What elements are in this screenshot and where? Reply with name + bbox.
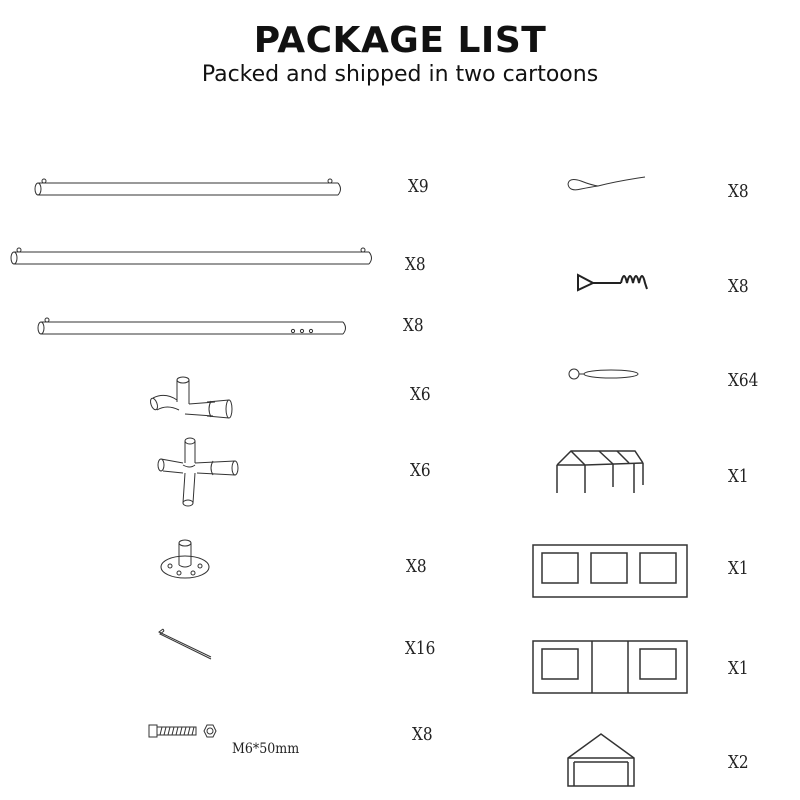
rope-item bbox=[565, 172, 650, 200]
canopy-top-qty: X1 bbox=[728, 466, 749, 487]
side-wall-windows-item bbox=[532, 544, 690, 600]
bolt-and-nut-icon bbox=[146, 720, 226, 745]
ground-stake-qty: X16 bbox=[405, 638, 436, 659]
canopy-top-icon bbox=[555, 445, 645, 497]
cross-connector-icon bbox=[155, 435, 245, 510]
long-pole-item bbox=[30, 175, 350, 205]
bolt-and-nut-qty: X8 bbox=[412, 724, 433, 745]
corner-connector-icon bbox=[145, 370, 245, 430]
ground-stake-item bbox=[158, 626, 218, 661]
longest-pole-icon bbox=[5, 245, 375, 275]
pole-with-holes-icon bbox=[35, 315, 355, 345]
corner-connector-qty: X6 bbox=[410, 384, 431, 405]
ball-bungee-qty: X64 bbox=[728, 370, 759, 391]
page-title: PACKAGE LIST bbox=[253, 20, 547, 61]
bolt-and-nut-item bbox=[146, 720, 226, 745]
side-wall-windows-qty: X1 bbox=[728, 558, 749, 579]
spring-hook-item bbox=[575, 265, 655, 300]
end-wall-qty: X2 bbox=[728, 752, 749, 773]
spring-hook-qty: X8 bbox=[728, 276, 749, 297]
rope-qty: X8 bbox=[728, 181, 749, 202]
cross-connector-item bbox=[155, 435, 245, 510]
end-wall-icon bbox=[566, 730, 638, 788]
corner-connector-item bbox=[145, 370, 245, 430]
side-wall-windows-icon bbox=[532, 544, 690, 600]
side-wall-door-qty: X1 bbox=[728, 658, 749, 679]
canopy-top-item bbox=[555, 445, 645, 497]
page-subtitle: Packed and shipped in two cartoons bbox=[201, 62, 599, 87]
ground-stake-icon bbox=[158, 626, 218, 661]
end-wall-item bbox=[566, 730, 638, 788]
side-wall-door-icon bbox=[532, 640, 690, 696]
bolt-spec-label: M6*50mm bbox=[232, 741, 300, 757]
spring-hook-icon bbox=[575, 265, 655, 300]
long-pole-qty: X9 bbox=[408, 176, 429, 197]
cross-connector-qty: X6 bbox=[410, 460, 431, 481]
rope-icon bbox=[565, 172, 650, 200]
ball-bungee-icon bbox=[563, 362, 643, 387]
foot-base-qty: X8 bbox=[406, 556, 427, 577]
long-pole-icon bbox=[30, 175, 350, 205]
foot-base-icon bbox=[155, 535, 215, 585]
longest-pole-item bbox=[5, 245, 375, 275]
pole-with-holes-item bbox=[35, 315, 355, 345]
pole-with-holes-qty: X8 bbox=[403, 315, 424, 336]
foot-base-item bbox=[155, 535, 215, 585]
side-wall-door-item bbox=[532, 640, 690, 696]
ball-bungee-item bbox=[563, 362, 643, 387]
longest-pole-qty: X8 bbox=[405, 254, 426, 275]
